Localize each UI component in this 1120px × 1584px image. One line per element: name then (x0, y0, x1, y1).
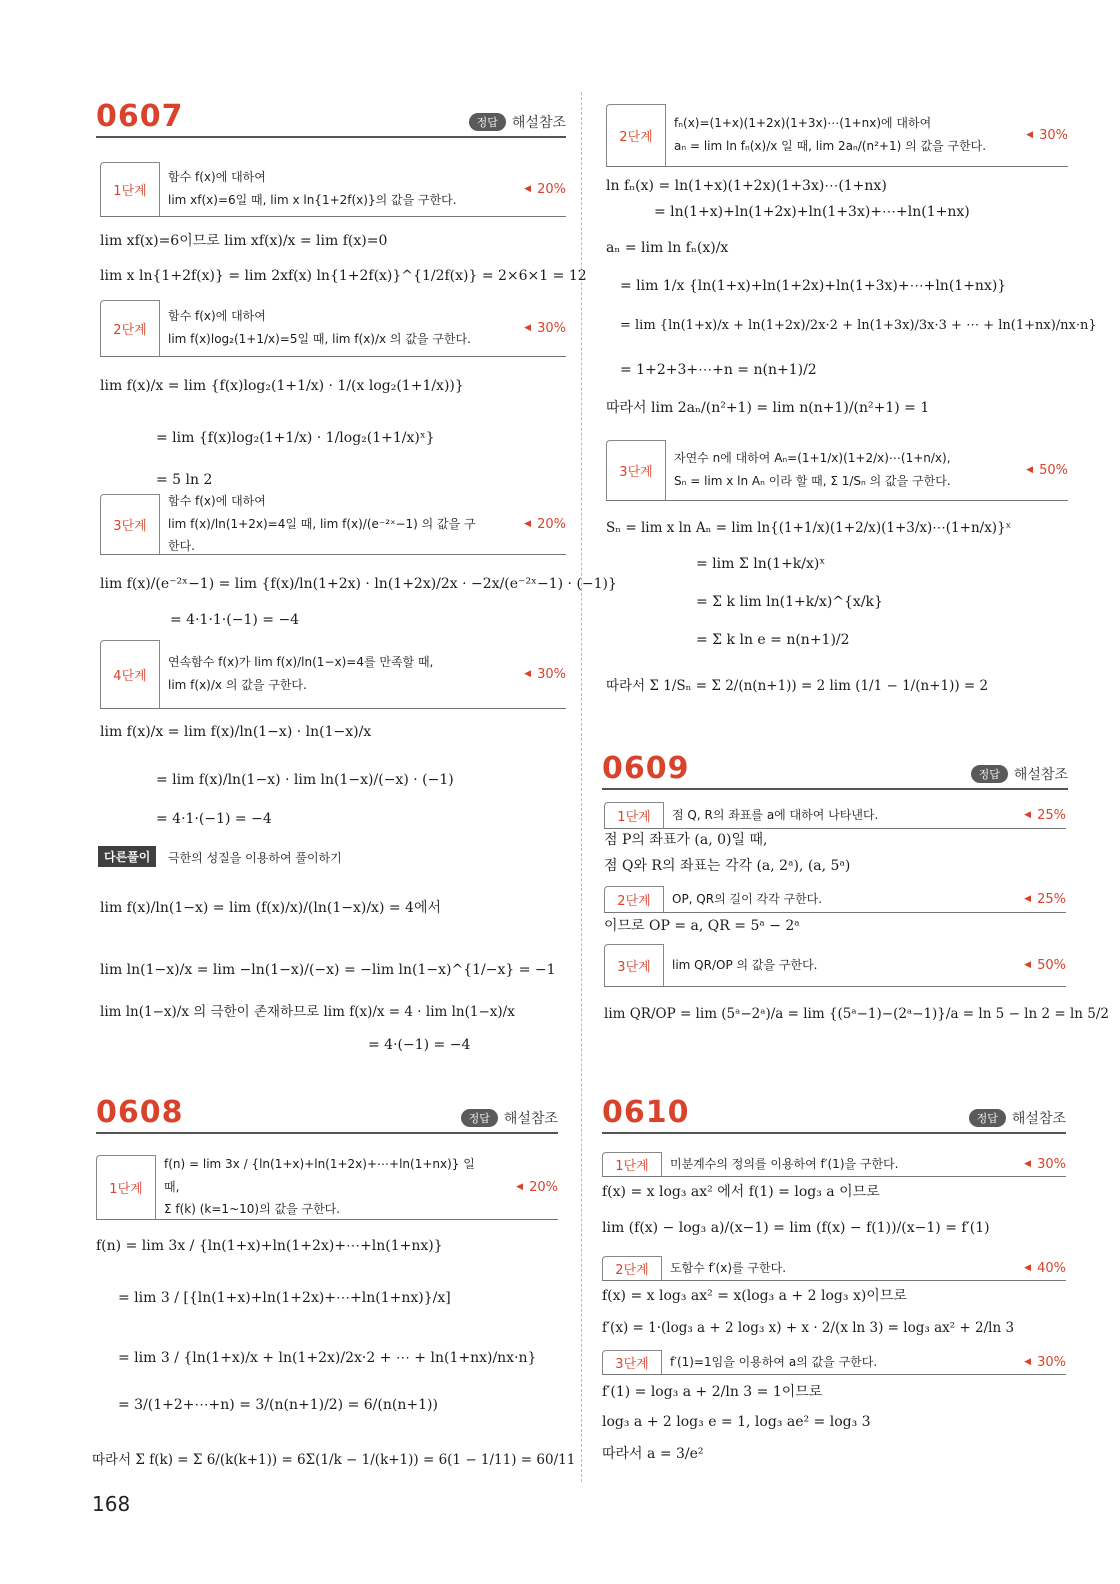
answer-text: 해설참조 (1013, 767, 1068, 783)
step-percent (994, 886, 1066, 912)
step-label: 3단계 (604, 944, 663, 986)
math-line: f′(1) = log₃ a + 2/ln 3 = 1이므로 (602, 1384, 823, 1400)
step-desc-line: aₙ = lim ln fₙ(x)/x 일 때, lim 2aₙ/(n²+1) 의 값을 구한다. (674, 139, 987, 153)
step-box (602, 1256, 1066, 1281)
step-box (100, 494, 566, 555)
step-label: 2단계 (100, 300, 159, 356)
answer-indicator (469, 112, 566, 132)
math-line: = 4·1·(−1) = −4 (156, 811, 272, 827)
math-line: lim f(x)/x = lim {f(x)log₂(1+1/x) · 1/(x log₂(1+1/x))} (100, 378, 464, 394)
step-label: 1단계 (604, 802, 663, 828)
problem-header-0609 (602, 751, 1068, 790)
math-line: = 4·1·1·(−1) = −4 (170, 612, 300, 628)
math-line: 따라서 Σ f(k) = Σ 6/(k(k+1)) = 6Σ(1/k − 1/(k+1)) = 6(1 − 1/11) = 60/11 (92, 1452, 576, 1468)
math-line: log₃ a + 2 log₃ e = 1, log₃ ae² = log₃ 3 (602, 1414, 871, 1430)
percent-value: 30% (1037, 1354, 1066, 1370)
problem-header-0610 (602, 1095, 1066, 1134)
step-box (604, 944, 1066, 987)
step-description (159, 640, 494, 708)
triangle-left-icon: ◀ (524, 669, 532, 679)
math-line: 이므로 OP = a, QR = 5ᵃ − 2ᵃ (604, 918, 800, 934)
alt-solution-title: 극한의 성질을 이용하여 풀이하기 (168, 851, 342, 865)
math-line: = lim 3 / {ln(1+x)/x + ln(1+2x)/2x·2 + ⋯ + ln(1+nx)/nx·n} (118, 1350, 537, 1366)
math-line: lim f(x)/(e⁻²ˣ−1) = lim {f(x)/ln(1+2x) · ln(1+2x)/2x · −2x/(e⁻²ˣ−1) · (−1)} (100, 576, 617, 592)
step-box (100, 300, 566, 357)
percent-value: 40% (1037, 1260, 1066, 1276)
step-percent (996, 440, 1068, 500)
math-line: = lim 1/x {ln(1+x)+ln(1+2x)+ln(1+3x)+⋯+ln(1+nx)} (620, 278, 1007, 294)
percent-value: 25% (1037, 891, 1066, 907)
problem-number: 0610 (602, 1095, 690, 1130)
triangle-left-icon: ◀ (524, 323, 532, 333)
step-description (159, 300, 494, 356)
answer-badge: 정답 (461, 1109, 498, 1127)
step-percent (494, 494, 566, 554)
step-percent (994, 944, 1066, 986)
math-line: = lim {ln(1+x)/x + ln(1+2x)/2x·2 + ln(1+3x)/3x·3 + ⋯ + ln(1+nx)/nx·n} (620, 318, 1097, 333)
problem-header-0607 (96, 99, 566, 138)
math-line: f(n) = lim 3x / {ln(1+x)+ln(1+2x)+⋯+ln(1+nx)} (96, 1238, 443, 1254)
step-label: 1단계 (602, 1152, 661, 1176)
triangle-left-icon: ◀ (1024, 960, 1032, 970)
triangle-left-icon: ◀ (1026, 130, 1034, 140)
math-line: f′(x) = 1·(log₃ a + 2 log₃ x) + x · 2/(x ln 3) = log₃ ax² + 2/ln 3 (602, 1320, 1015, 1336)
step-description (665, 440, 996, 500)
step-description (663, 944, 994, 986)
triangle-left-icon: ◀ (516, 1182, 524, 1192)
step-desc-line: 연속함수 f(x)가 lim f(x)/ln(1−x)=4를 만족할 때, (168, 655, 434, 670)
math-line: f(x) = x log₃ ax² = x(log₃ a + 2 log₃ x)이므로 (602, 1288, 907, 1304)
step-percent (994, 1152, 1066, 1176)
step-label: 1단계 (100, 162, 159, 216)
step-desc-line: f′(1)=1임을 이용하여 a의 값을 구한다. (670, 1354, 878, 1369)
math-line: aₙ = lim ln fₙ(x)/x (606, 240, 729, 256)
step-percent (996, 104, 1068, 166)
math-line: lim f(x)/x = lim f(x)/ln(1−x) · ln(1−x)/x (100, 724, 372, 740)
step-label: 2단계 (606, 104, 665, 166)
step-desc-line: lim f(x)/x 의 값을 구한다. (168, 678, 307, 692)
step-desc-line: lim f(x)log₂(1+1/x)=5일 때, lim f(x)/x 의 값을 구한다. (168, 332, 471, 346)
answer-badge: 정답 (971, 765, 1008, 783)
triangle-left-icon: ◀ (1024, 1357, 1032, 1367)
math-line: lim ln(1−x)/x 의 극한이 존재하므로 lim f(x)/x = 4 · lim ln(1−x)/x (100, 1004, 515, 1020)
math-line: = lim Σ ln(1+k/x)ˣ (696, 556, 826, 572)
page-number: 168 (92, 1492, 131, 1516)
step-description (663, 886, 994, 912)
math-line: lim QR/OP = lim (5ᵃ−2ᵃ)/a = lim {(5ᵃ−1)−(2ᵃ−1)}/a = ln 5 − ln 2 = ln 5/2 (604, 1006, 1109, 1022)
answer-text: 해설참조 (511, 115, 566, 131)
step-label: 2단계 (604, 886, 663, 912)
answer-indicator (971, 764, 1068, 784)
step-box (606, 440, 1068, 501)
answer-indicator (461, 1108, 558, 1128)
math-line: f(x) = x log₃ ax² 에서 f(1) = log₃ a 이므로 (602, 1184, 880, 1200)
math-line: = 5 ln 2 (156, 472, 213, 488)
math-line: = 1+2+3+⋯+n = n(n+1)/2 (620, 362, 817, 378)
step-description (665, 104, 996, 166)
percent-value: 25% (1037, 807, 1066, 823)
step-desc-line: 함수 f(x)에 대하여 (168, 170, 266, 185)
step-label: 4단계 (100, 640, 159, 708)
step-box (100, 162, 566, 217)
math-line: lim (f(x) − log₃ a)/(x−1) = lim (f(x) − f(1))/(x−1) = f′(1) (602, 1220, 990, 1236)
math-line: lim f(x)/ln(1−x) = lim (f(x)/x)/(ln(1−x)/x) = 4에서 (100, 900, 441, 916)
step-description (663, 802, 994, 828)
problem-number: 0607 (96, 99, 184, 134)
step-box (606, 104, 1068, 167)
problem-number: 0608 (96, 1095, 184, 1130)
step-desc-line: lim QR/OP 의 값을 구한다. (672, 957, 818, 972)
step-label: 3단계 (606, 440, 665, 500)
step-description (661, 1256, 994, 1280)
step-description (155, 1155, 486, 1219)
step-desc-line: lim xf(x)=6일 때, lim x ln{1+2f(x)}의 값을 구한다. (168, 193, 457, 207)
percent-value: 20% (537, 181, 566, 197)
step-box (96, 1155, 558, 1220)
math-line: lim xf(x)=6이므로 lim xf(x)/x = lim f(x)=0 (100, 233, 388, 249)
step-box (602, 1350, 1066, 1375)
math-line: 따라서 a = 3/e² (602, 1446, 704, 1462)
triangle-left-icon: ◀ (1024, 810, 1032, 820)
triangle-left-icon: ◀ (524, 519, 532, 529)
step-desc-line: f(n) = lim 3x / {ln(1+x)+ln(1+2x)+⋯+ln(1+nx)} 일 때, (164, 1156, 475, 1194)
step-desc-line: 함수 f(x)에 대하여 (168, 493, 266, 508)
percent-value: 30% (1039, 127, 1068, 143)
answer-text: 해설참조 (503, 1111, 558, 1127)
math-line: = lim f(x)/ln(1−x) · lim ln(1−x)/(−x) · (−1) (156, 772, 454, 788)
math-line: = 4·(−1) = −4 (368, 1037, 471, 1053)
triangle-left-icon: ◀ (1024, 1263, 1032, 1273)
step-description (159, 162, 494, 216)
problem-header-0608 (96, 1095, 558, 1134)
math-line: Sₙ = lim x ln Aₙ = lim ln{(1+1/x)(1+2/x)(1+3/x)⋯(1+n/x)}ˣ (606, 520, 1012, 536)
step-desc-line: 도함수 f′(x)를 구한다. (670, 1260, 787, 1275)
step-percent (494, 162, 566, 216)
step-box (602, 1152, 1066, 1177)
step-desc-line: lim f(x)/ln(1+2x)=4일 때, lim f(x)/(e⁻²ˣ−1) 의 값을 구한다. (168, 516, 476, 554)
triangle-left-icon: ◀ (524, 184, 532, 194)
percent-value: 30% (1037, 1156, 1066, 1172)
step-desc-line: 자연수 n에 대하여 Aₙ=(1+1/x)(1+2/x)⋯(1+n/x), (674, 451, 951, 466)
answer-indicator (969, 1108, 1066, 1128)
step-desc-line: 점 Q, R의 좌표를 a에 대하여 나타낸다. (672, 807, 879, 822)
answer-badge: 정답 (969, 1109, 1006, 1127)
percent-value: 20% (529, 1179, 558, 1195)
percent-value: 50% (1039, 462, 1068, 478)
triangle-left-icon: ◀ (1026, 465, 1034, 475)
step-description (159, 494, 494, 554)
step-label: 2단계 (602, 1256, 661, 1280)
step-box (100, 640, 566, 709)
math-line: 점 P의 좌표가 (a, 0)일 때, (604, 832, 768, 848)
math-line: = Σ k ln e = n(n+1)/2 (696, 632, 850, 648)
math-line: ln fₙ(x) = ln(1+x)(1+2x)(1+3x)⋯(1+nx) (606, 178, 887, 194)
step-desc-line: 함수 f(x)에 대하여 (168, 309, 266, 324)
step-desc-line: OP, QR의 길이 각각 구한다. (672, 891, 823, 906)
step-desc-line: fₙ(x)=(1+x)(1+2x)(1+3x)⋯(1+nx)에 대하여 (674, 116, 932, 131)
step-percent (994, 1350, 1066, 1374)
step-percent (494, 300, 566, 356)
triangle-left-icon: ◀ (1024, 894, 1032, 904)
step-desc-line: Σ f(k) (k=1~10)의 값을 구한다. (164, 1202, 341, 1217)
step-percent (994, 802, 1066, 828)
math-line: 따라서 Σ 1/Sₙ = Σ 2/(n(n+1)) = 2 lim (1/1 − 1/(n+1)) = 2 (606, 678, 989, 694)
column-divider (581, 92, 582, 1482)
math-line: 점 Q와 R의 좌표는 각각 (a, 2ᵃ), (a, 5ᵃ) (604, 858, 851, 874)
step-box (604, 802, 1066, 829)
math-line: 따라서 lim 2aₙ/(n²+1) = lim n(n+1)/(n²+1) = 1 (606, 400, 930, 416)
math-line: = 3/(1+2+⋯+n) = 3/(n(n+1)/2) = 6/(n(n+1)) (118, 1397, 438, 1413)
math-line: = lim 3 / [{ln(1+x)+ln(1+2x)+⋯+ln(1+nx)}/x] (118, 1290, 451, 1306)
step-description (661, 1152, 994, 1176)
step-box (604, 886, 1066, 913)
answer-badge: 정답 (469, 113, 506, 131)
step-percent (486, 1155, 558, 1219)
step-description (661, 1350, 994, 1374)
math-line: lim x ln{1+2f(x)} = lim 2xf(x) ln{1+2f(x)}^{1/2f(x)} = 2×6×1 = 12 (100, 268, 587, 284)
percent-value: 30% (537, 320, 566, 336)
step-percent (994, 1256, 1066, 1280)
step-label: 3단계 (100, 494, 159, 554)
step-percent (494, 640, 566, 708)
math-line: lim ln(1−x)/x = lim −ln(1−x)/(−x) = −lim ln(1−x)^{1/−x} = −1 (100, 962, 556, 978)
step-label: 1단계 (96, 1155, 155, 1219)
step-desc-line: 미분계수의 정의를 이용하여 f′(1)을 구한다. (670, 1156, 899, 1171)
percent-value: 20% (537, 516, 566, 532)
step-desc-line: Sₙ = lim x ln Aₙ 이라 할 때, Σ 1/Sₙ 의 값을 구한다. (674, 474, 951, 488)
alt-solution-tag: 다른풀이 (98, 846, 156, 867)
math-line: = Σ k lim ln(1+k/x)^{x/k} (696, 594, 883, 610)
answer-text: 해설참조 (1011, 1111, 1066, 1127)
math-line: = ln(1+x)+ln(1+2x)+ln(1+3x)+⋯+ln(1+nx) (654, 204, 970, 220)
percent-value: 50% (1037, 957, 1066, 973)
percent-value: 30% (537, 666, 566, 682)
step-label: 3단계 (602, 1350, 661, 1374)
math-line: = lim {f(x)log₂(1+1/x) · 1/log₂(1+1/x)ˣ} (156, 430, 435, 446)
problem-number: 0609 (602, 751, 690, 786)
triangle-left-icon: ◀ (1024, 1159, 1032, 1169)
